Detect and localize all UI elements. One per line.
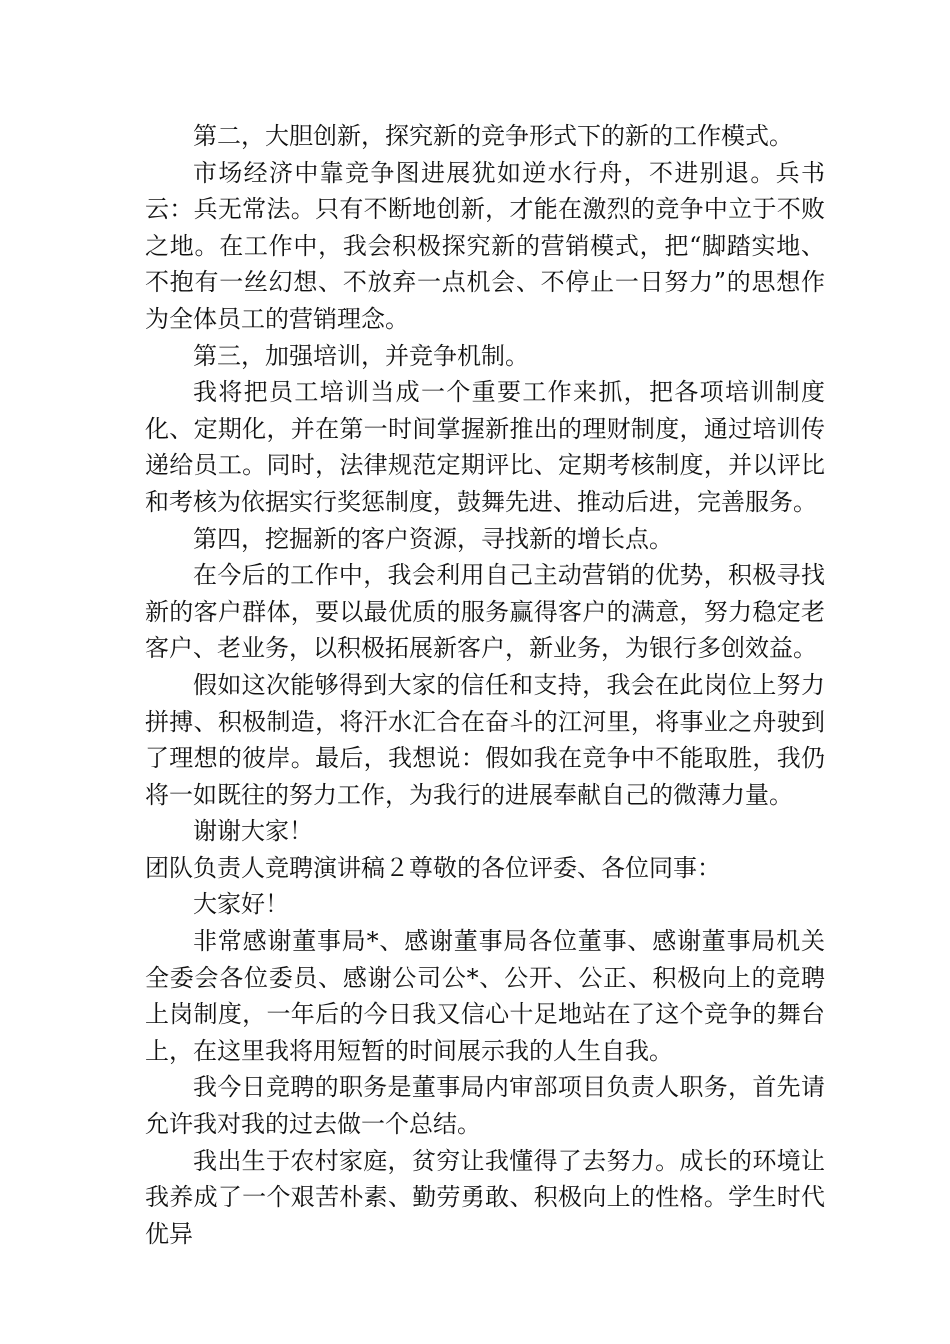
paragraph: 第二，大胆创新，探究新的竞争形式下的新的工作模式。 (193, 122, 793, 150)
paragraph: 在今后的工作中，我会利用自己主动营销的优势，积极寻找新的客户群体，要以最优质的服务赢得客户的满意，努力稳定老客户、老业务，以积极拓展新客户，新业务，为银行多创效益。 (145, 561, 825, 663)
paragraph: 我将把员工培训当成一个重要工作来抓，把各项培训制度化、定期化，并在第一时间掌握新推出的理财制度，通过培训传递给员工。同时，法律规范定期评比、定期考核制度，并以评比和考核为依据实行奖惩制度，鼓舞先进、推动后进，完善服务。 (145, 378, 825, 516)
paragraph: 我出生于农村家庭，贫穷让我懂得了去努力。成长的环境让我养成了一个艰苦朴素、勤劳勇敢、积极向上的性格。学生时代优异 (145, 1146, 825, 1248)
paragraph: 谢谢大家！ (193, 817, 313, 846)
paragraph: 市场经济中靠竞争图进展犹如逆水行舟，不进别退。兵书云：兵无常法。只有不断地创新，才能在激烈的竞争中立于不败之地。在工作中，我会积极探究新的营销模式，把“脚踏实地、不抱有一丝幻想、不放弃一点机会、不停止一日努力”的思想作为全体员工的营销理念。 (145, 158, 825, 333)
document-body (145, 118, 825, 1252)
paragraph: 大家好！ (193, 890, 289, 919)
paragraph: 非常感谢董事局*、感谢董事局各位董事、感谢董事局机关全委会各位委员、感谢公司公*、公开、公正、积极向上的竞聘上岗制度，一年后的今日我又信心十足地站在了这个竞争的舞台上，在这里我将用短暂的时间展示我的人生自我。 (145, 927, 825, 1065)
paragraph: 第四，挖掘新的客户资源，寻找新的增长点。 (193, 524, 673, 553)
paragraph: 我今日竞聘的职务是董事局内审部项目负责人职务，首先请允许我对我的过去做一个总结。 (145, 1073, 825, 1139)
paragraph: 假如这次能够得到大家的信任和支持，我会在此岗位上努力拼搏、积极制造，将汗水汇合在奋斗的江河里，将事业之舟驶到了理想的彼岸。最后，我想说：假如我在竞争中不能取胜，我仍将一如既往的努力工作，为我行的进展奉献自己的微薄力量。 (145, 670, 825, 809)
section-heading: 团队负责人竞聘演讲稿２尊敬的各位评委、各位同事： (145, 853, 721, 882)
paragraph: 第三，加强培训，并竞争机制。 (193, 341, 529, 370)
